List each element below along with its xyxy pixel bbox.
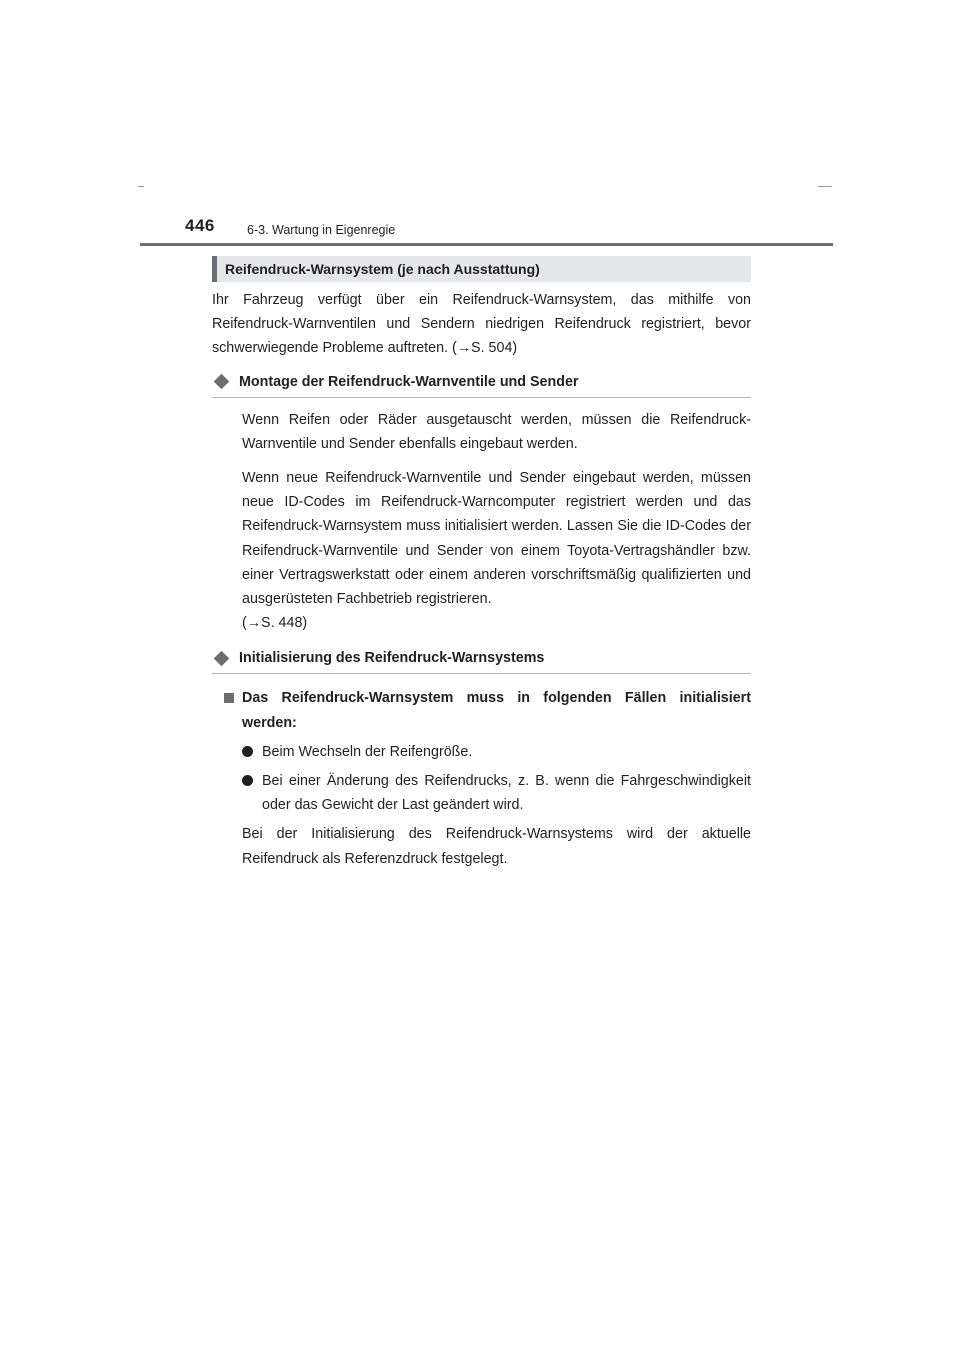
section-heading-bar bbox=[212, 256, 217, 282]
running-header bbox=[185, 214, 833, 244]
diamond-bullet-icon bbox=[214, 374, 230, 390]
montage-paragraph-1: Wenn Reifen oder Räder ausgetauscht werden, müssen die Reifendruck-Warnventile und Sender ebenfalls eingebaut werden. bbox=[242, 411, 751, 452]
list-item-text: Bei einer Änderung des Reifendrucks, z. B. wenn die Fahrgeschwindigkeit oder das Gewicht der Last geändert wird. bbox=[262, 773, 751, 814]
section-heading-text: Reifendruck-Warnsystem (je nach Ausstattung) bbox=[225, 261, 540, 277]
page-reference-link[interactable]: (→S. 448) bbox=[242, 615, 308, 632]
list-item bbox=[212, 769, 751, 817]
page-number: 446 bbox=[185, 216, 215, 235]
diamond-bullet-icon bbox=[214, 651, 230, 667]
round-bullet-icon bbox=[242, 746, 253, 757]
round-bullet-icon bbox=[242, 775, 253, 786]
closing-paragraph: Bei der Initialisierung des Reifendruck-Warnsystems wird der aktuelle Reifendruck als Referenzdruck festgelegt. bbox=[242, 826, 751, 867]
chapter-section-label: 6-3. Wartung in Eigenregie bbox=[247, 223, 396, 237]
main-content bbox=[212, 256, 751, 871]
condition-heading-item bbox=[212, 686, 751, 734]
crop-mark-left bbox=[138, 186, 144, 187]
subsection-heading-initialisierung bbox=[212, 647, 751, 674]
subsection-title: Montage der Reifendruck-Warnventile und Sender bbox=[239, 373, 579, 390]
subsection-title: Initialisierung des Reifendruck-Warnsystems bbox=[239, 650, 545, 667]
list-item bbox=[212, 740, 751, 764]
list-item-text: Beim Wechseln der Reifengröße. bbox=[262, 743, 473, 760]
intro-paragraph: Ihr Fahrzeug verfügt über ein Reifendruck-Warnsystem, das mithilfe von Reifendruck-Warnventilen und Sendern niedrigen Reifendruck registriert, bevor schwerwiegende Probleme auftreten. (→S. 504) bbox=[212, 292, 751, 357]
subsection-heading-montage bbox=[212, 371, 751, 398]
crop-mark-right bbox=[818, 186, 832, 187]
closing-block bbox=[212, 822, 751, 870]
square-bullet-icon bbox=[224, 693, 234, 703]
condition-heading: Das Reifendruck-Warnsystem muss in folgenden Fällen initialisiert werden: bbox=[242, 690, 751, 731]
section-heading bbox=[212, 256, 751, 282]
header-rule bbox=[140, 243, 833, 246]
subsection-body-montage bbox=[212, 408, 751, 636]
montage-paragraph-2: Wenn neue Reifendruck-Warnventile und Sender eingebaut werden, müssen neue ID-Codes im Reifendruck-Warncomputer registriert werden und das Reifendruck-Warnsystem muss initialisiert werden. Lassen Sie die ID-Codes der Reifendruck-Warnventile und Sender von einem Toyota-Vertragshändler bzw. einer Vertragswerkstatt oder einem anderen vorschriftsmäßig qualifizierten und ausgerüsteten Fachbetrieb registrieren. bbox=[242, 470, 751, 608]
